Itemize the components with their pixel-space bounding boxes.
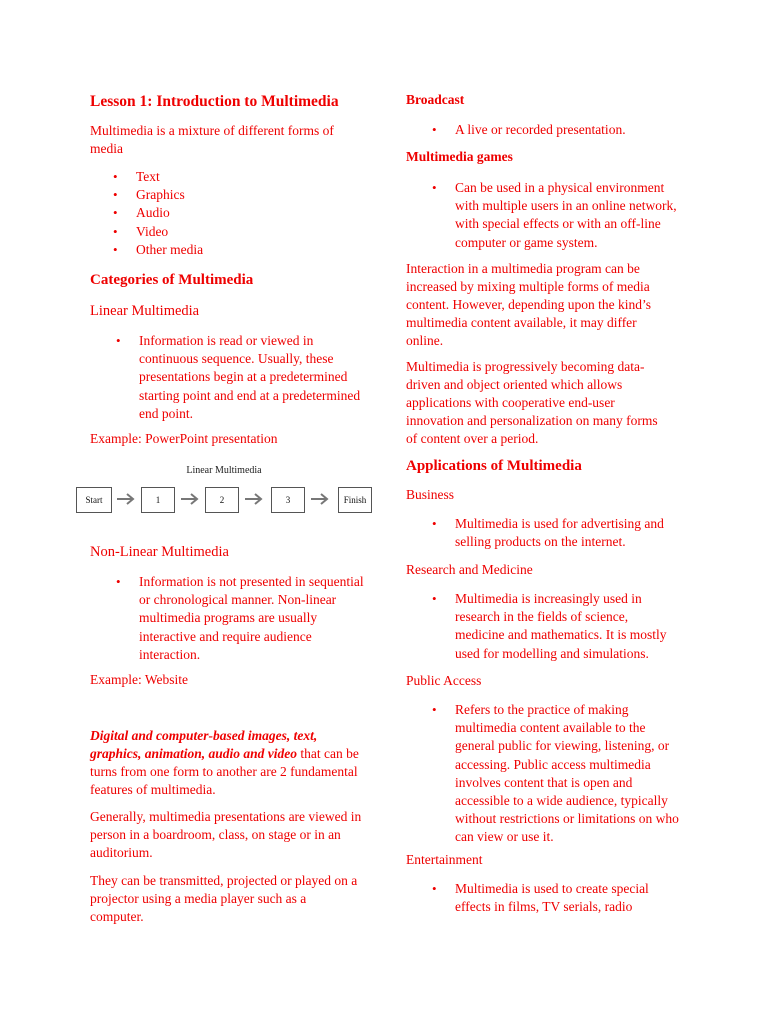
list-item: • A live or recorded presentation. <box>455 121 680 139</box>
linear-heading: Linear Multimedia <box>90 303 200 319</box>
list-item: • Information is read or viewed in continuous sequence. Usually, these presentations begin at a predetermined starting point and end at a predetermined end point. <box>139 332 367 423</box>
categories-heading: Categories of Multimedia <box>90 272 254 288</box>
research-heading: Research and Medicine <box>406 562 533 577</box>
features-paragraph <box>90 727 360 799</box>
entertainment-list <box>455 880 680 916</box>
broadcast-list <box>455 121 680 139</box>
list-item: • Multimedia is used for advertising and selling products on the internet. <box>455 515 680 551</box>
applications-heading: Applications of Multimedia <box>406 458 582 474</box>
intro-paragraph: Multimedia is a mixture of different forms of media <box>90 123 334 156</box>
list-item: • Information is not presented in sequential or chronological manner. Non-linear multimedia programs are usually interactive and require audience interaction. <box>139 573 367 664</box>
public-list <box>455 701 680 847</box>
list-item: • Text <box>136 168 203 186</box>
diagram-step-start: Start <box>76 487 112 513</box>
diagram-caption: Linear Multimedia <box>186 465 262 476</box>
presentations-paragraph: Generally, multimedia presentations are viewed in person in a boardroom, class, on stage or in an auditorium. <box>90 809 362 860</box>
nonlinear-heading: Non-Linear Multimedia <box>90 544 229 560</box>
games-list <box>455 179 680 252</box>
list-item: • Other media <box>136 241 203 259</box>
features-rest: that can be turns from one form to another are 2 fundamental features of multimedia. <box>90 746 359 797</box>
linear-list <box>139 332 367 423</box>
list-item: • Can be used in a physical environment with multiple users in an online network, with special effects or with an off-line computer or game system. <box>455 179 680 252</box>
linear-example: Example: PowerPoint presentation <box>90 431 278 446</box>
list-item: • Video <box>136 223 203 241</box>
diagram-step-1: 1 <box>141 487 175 513</box>
list-item: • Multimedia is used to create special effects in films, TV serials, radio <box>455 880 680 916</box>
diagram-step-2: 2 <box>205 487 239 513</box>
list-item: • Multimedia is increasingly used in research in the fields of science, medicine and mathematics. It is mostly used for modelling and simulations. <box>455 590 680 663</box>
linear-multimedia-diagram <box>76 463 376 517</box>
transmitted-paragraph: They can be transmitted, projected or played on a projector using a media player such as a computer. <box>90 873 358 924</box>
list-item: • Audio <box>136 204 203 222</box>
entertainment-heading: Entertainment <box>406 852 483 867</box>
research-list <box>455 590 680 663</box>
broadcast-heading: Broadcast <box>406 92 465 107</box>
media-forms-list <box>136 168 203 259</box>
progressive-paragraph: Multimedia is progressively becoming data-driven and object oriented which allows applications with cooperative end-user innovation and personalization on many forms of content over a period. <box>406 359 658 446</box>
business-heading: Business <box>406 487 455 502</box>
lesson-title: Lesson 1: Introduction to Multimedia <box>90 93 339 110</box>
arrow-right-icon <box>116 491 136 507</box>
games-heading: Multimedia games <box>406 149 513 164</box>
list-item: • Graphics <box>136 186 203 204</box>
business-list <box>455 515 680 551</box>
arrow-right-icon <box>180 491 200 507</box>
diagram-step-3: 3 <box>271 487 305 513</box>
list-item: • Refers to the practice of making multimedia content available to the general public for viewing, listening, or accessing. Public access multimedia involves content that is open and accessible to a wide audience, typically without restrictions or limitations on who can view or use it. <box>455 701 680 847</box>
nonlinear-list <box>139 573 367 664</box>
public-heading: Public Access <box>406 673 482 688</box>
nonlinear-example: Example: Website <box>90 672 189 687</box>
diagram-step-finish: Finish <box>338 487 372 513</box>
interaction-paragraph: Interaction in a multimedia program can be increased by mixing multiple forms of media content. However, depending upon the kind’s multimedia content available, it may differ online. <box>406 261 652 348</box>
features-emphasis: Digital and computer-based images, text, graphics, animation, audio and video <box>90 728 318 761</box>
arrow-right-icon <box>310 491 330 507</box>
arrow-right-icon <box>244 491 264 507</box>
